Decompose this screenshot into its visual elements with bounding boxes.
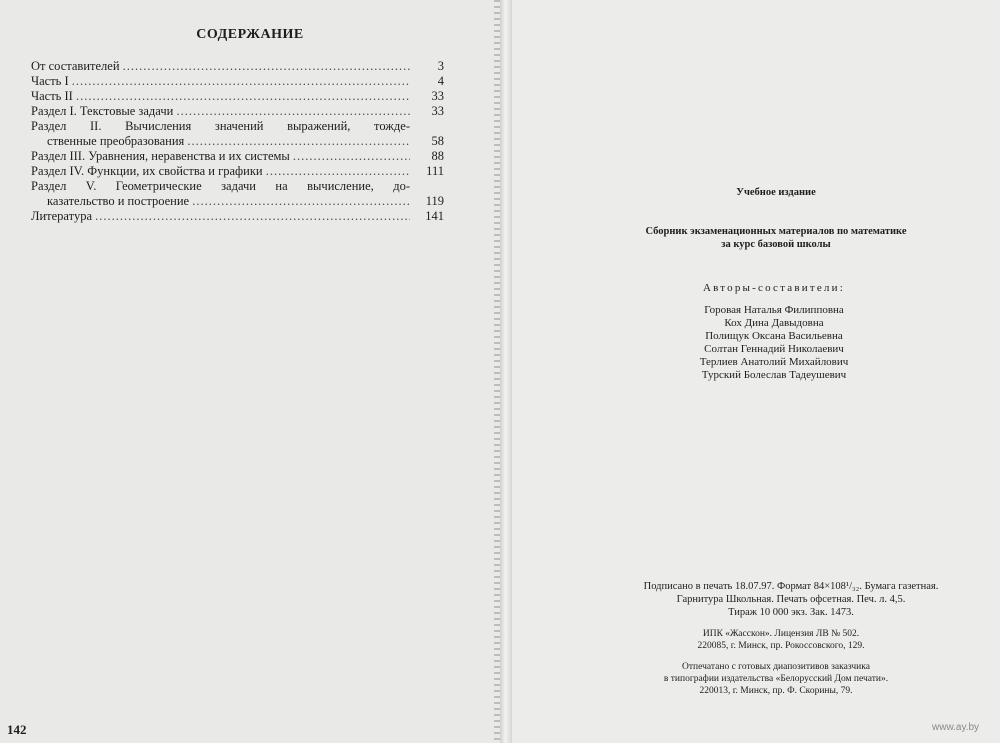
book-title-line: Сборник экзаменационных материалов по математике [645, 226, 907, 237]
toc-entry-label-cont: казательство и построение [47, 194, 190, 208]
author-name: Турский Болеслав Тадеушевич [701, 369, 847, 381]
author-name: Солтан Геннадий Николаевич [704, 343, 844, 355]
toc-entry-label: Часть II [31, 89, 73, 103]
toc-entry-label: Раздел I. Текстовые задачи [31, 104, 174, 118]
imprint-line: Гарнитура Школьная. Печать офсетная. Печ. л. 4,5. [676, 594, 906, 605]
toc-entry-page: 33 [431, 89, 444, 103]
watermark: www.ay.by [932, 722, 980, 733]
toc-entry-page: 4 [437, 74, 444, 88]
author-name: Полищук Оксана Васильевна [705, 330, 843, 342]
imprint-line: Подписано в печать 18.07.97. Формат 84×108¹/₃₂. Бумага газетная. [643, 581, 939, 592]
toc-entry-page: 33 [431, 104, 444, 118]
printer-line: Отпечатано с готовых диапозитивов заказчика [682, 662, 870, 672]
authors-list [512, 304, 1000, 382]
toc-entry-label: Раздел III. Уравнения, неравенства и их системы [31, 149, 290, 163]
toc-entry [31, 104, 444, 119]
printer-block [512, 661, 1000, 697]
publisher-line: ИПК «Жасскон». Лицензия ЛВ № 502. [702, 629, 860, 639]
toc-entry [31, 59, 444, 74]
toc-entry-page: 3 [437, 59, 444, 73]
printer-line: 220013, г. Минск, пр. Ф. Скорины, 79. [699, 686, 853, 696]
toc-entry [31, 179, 444, 209]
toc-entry [31, 74, 444, 89]
imprint-line: Тираж 10 000 экз. Зак. 1473. [728, 607, 854, 618]
book-title-line: за курс базовой школы [721, 239, 831, 250]
toc-entry [31, 119, 444, 149]
publisher-line: 220085, г. Минск, пр. Рокоссовского, 129. [697, 641, 865, 651]
book-title [512, 225, 1000, 251]
toc-entry-label: Раздел II. Вычисления значений выражений, тожде- [31, 119, 410, 133]
page-number: 142 [7, 722, 27, 737]
author-name: Горовая Наталья Филипповна [704, 304, 844, 316]
toc-entry-label: Раздел V. Геометрические задачи на вычисление, до- [31, 179, 410, 193]
toc-entry-page: 119 [425, 194, 444, 208]
toc-entry [31, 89, 444, 104]
authors-heading: Авторы-составители: [703, 282, 845, 294]
publisher-block [512, 628, 1000, 652]
right-page [512, 0, 1000, 743]
toc-entry-page: 88 [431, 149, 444, 163]
table-of-contents [31, 59, 444, 224]
toc-entry-label-cont: ственные преобразования [47, 134, 185, 148]
author-name: Кох Дина Давыдовна [724, 317, 824, 329]
toc-entry [31, 164, 444, 179]
imprint-block [512, 580, 1000, 619]
toc-entry-label: Часть I [31, 74, 69, 88]
page-edge-left [494, 0, 500, 743]
toc-entry-label: Раздел IV. Функции, их свойства и графики [31, 164, 263, 178]
toc-entry-page: 111 [426, 164, 444, 178]
toc-entry-page: 58 [431, 134, 444, 148]
toc-entry-page: 141 [425, 209, 444, 223]
author-name: Терлиев Анатолий Михайлович [699, 356, 849, 368]
printer-line: в типографии издательства «Белорусский Дом печати». [663, 674, 889, 684]
book-gutter [500, 0, 512, 743]
edition-type: Учебное издание [736, 187, 816, 198]
toc-entry [31, 209, 444, 224]
toc-entry [31, 149, 444, 164]
toc-entry-label: Литература [31, 209, 92, 223]
toc-entry-label: От составителей [31, 59, 120, 73]
toc-title: СОДЕРЖАНИЕ [196, 27, 304, 42]
